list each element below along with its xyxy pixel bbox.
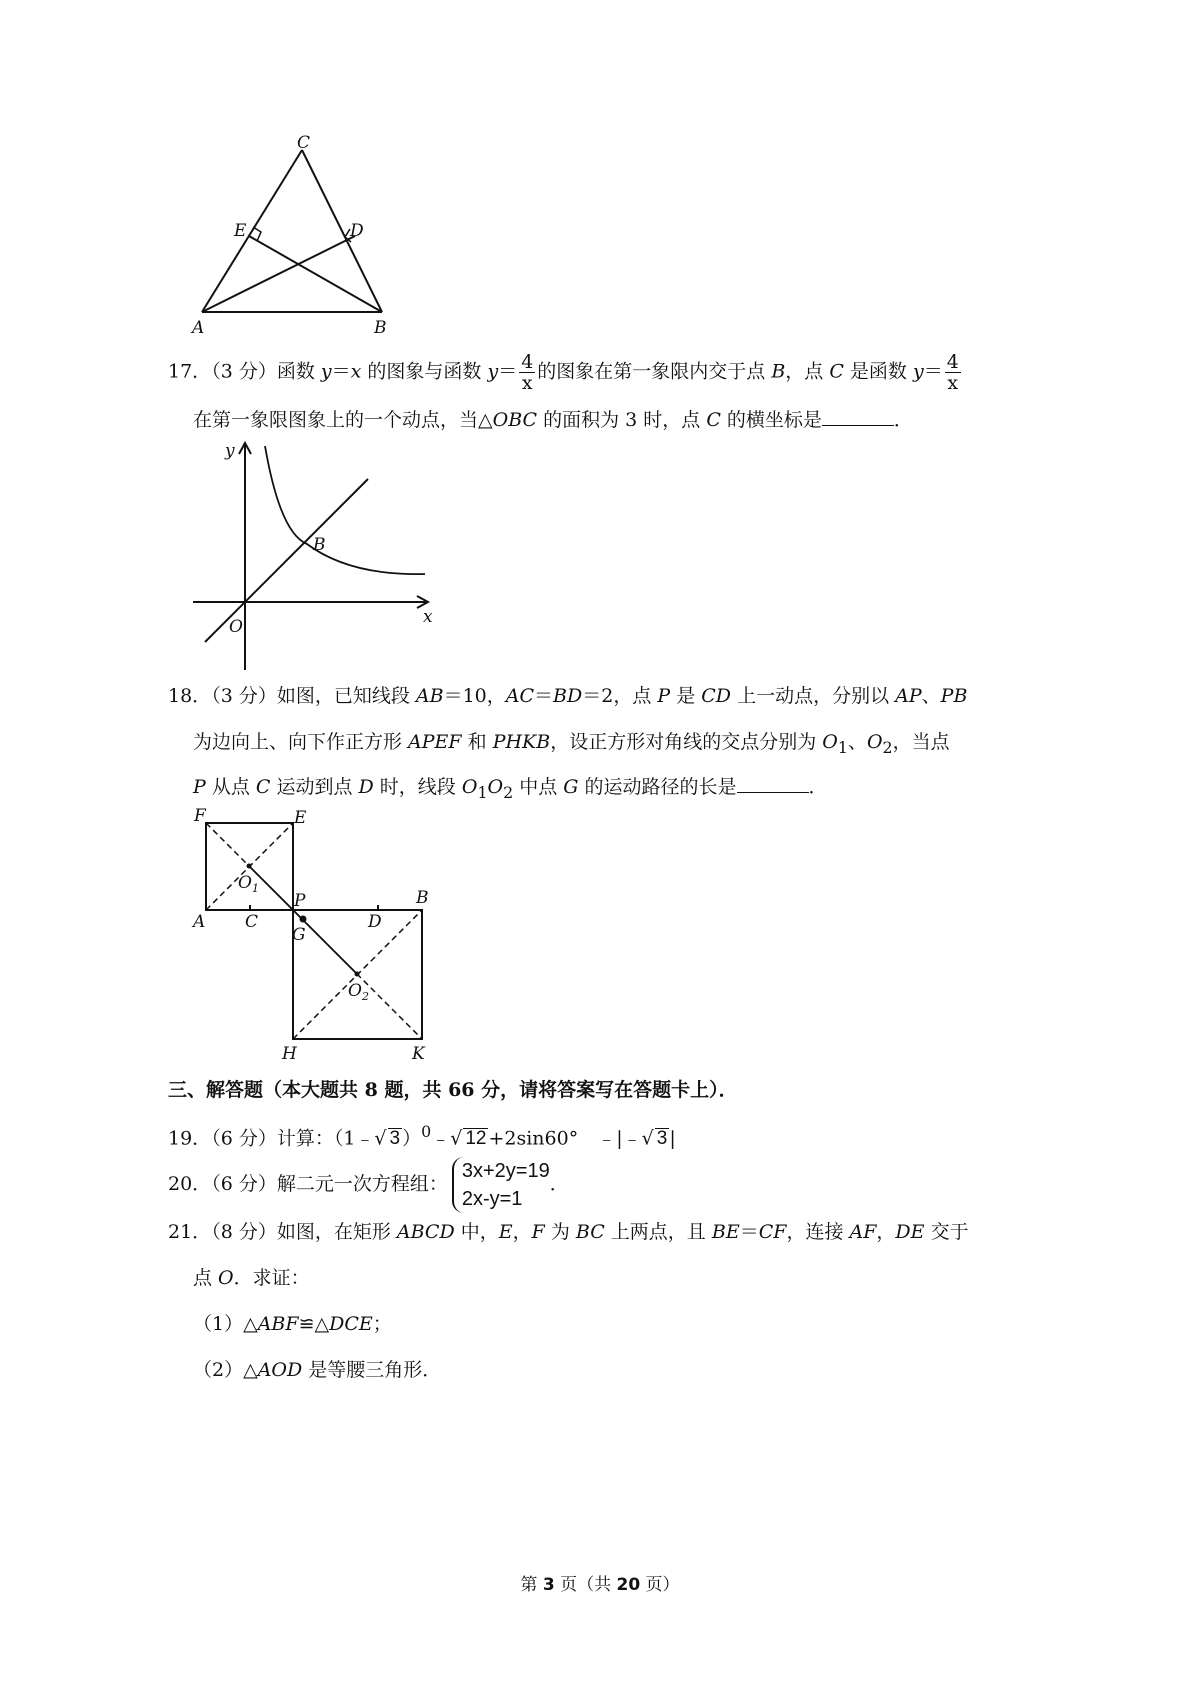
- label-e: E: [234, 221, 247, 241]
- question-18-line-2: 为边向上、向下作正方形 APEF 和 PHKB，设正方形对角线的交点分别为 $O_1$、$O_2$，当点: [193, 731, 950, 757]
- label-x: x: [423, 607, 433, 627]
- section-3-heading: 三、解答题（本大题共 8 题，共 66 分，请将答案写在答题卡上）．: [168, 1079, 738, 1101]
- question-19: 19．（6 分）计算：（1﹣√ 3 ）$^0$﹣√ 12 +2sin60° ﹣|﹣√ 3 |: [168, 1122, 676, 1150]
- point-o2: [355, 972, 360, 977]
- question-21-line-2: 点 O．求证：: [193, 1267, 310, 1289]
- question-21-part-2: （2）△AOD 是等腰三角形．: [193, 1359, 442, 1381]
- function-graph-figure: [185, 438, 445, 673]
- label-o2: $O_2$: [348, 981, 369, 1003]
- question-21-part-1: （1）△ABF≌△DCE；: [193, 1313, 392, 1335]
- point-g: [300, 916, 307, 923]
- answer-blank-17: [822, 407, 894, 426]
- question-17-line-1: 17．（3 分）函数 y＝x 的图象与函数 y＝ $\frac{4}{x}$ 的图象在第一象限内交于点 B，点 C 是函数 y＝ $\frac{4}{x}$: [168, 351, 959, 394]
- label-k: K: [412, 1044, 425, 1064]
- side-bc: [302, 150, 382, 312]
- answer-blank-18: [737, 774, 809, 793]
- label-b: B: [313, 535, 326, 555]
- label-d: D: [350, 221, 364, 241]
- point-o1: [247, 864, 252, 869]
- label-c: C: [297, 133, 311, 153]
- label-f: F: [194, 806, 206, 826]
- question-18-line-3: P 从点 C 运动到点 D 时，线段 $O_1O_2$ 中点 G 的运动路径的长是 ．: [193, 776, 828, 802]
- label-d: D: [368, 912, 382, 932]
- triangle-figure: [190, 130, 430, 345]
- label-o: O: [229, 617, 243, 637]
- hyperbola-curve: [265, 446, 425, 574]
- label-e: E: [294, 808, 307, 828]
- label-b: B: [416, 888, 429, 908]
- label-a: A: [193, 912, 206, 932]
- label-o1: $O_1$: [238, 873, 259, 895]
- label-g: G: [292, 925, 306, 945]
- label-p: P: [294, 891, 306, 911]
- fraction-4-over-x: $\frac{4}{x}$: [521, 351, 534, 394]
- equation-system: 3x+2y=19 2x-y=1: [452, 1157, 550, 1213]
- question-20: 20．（6 分）解二元一次方程组： 3x+2y=19 2x-y=1 ．: [168, 1156, 569, 1213]
- label-a: A: [192, 318, 205, 338]
- label-h: H: [282, 1044, 297, 1064]
- question-21-line-1: 21．（8 分）如图，在矩形 ABCD 中，E，F 为 BC 上两点，且 BE＝CF，连接 AF，DE 交于: [168, 1221, 969, 1243]
- question-18-line-1: 18．（3 分）如图，已知线段 AB＝10，AC＝BD＝2，点 P 是 CD 上一动点，分别以 AP、PB: [168, 685, 968, 707]
- fraction-4-over-x-2: $\frac{4}{x}$: [946, 351, 959, 394]
- question-17-line-2: 在第一象限图象上的一个动点，当△OBC 的面积为 3 时，点 C 的横坐标是 ．: [193, 409, 913, 431]
- page-footer: 第 3 页（共 20 页）: [520, 1575, 680, 1595]
- label-b: B: [374, 318, 387, 338]
- segment-be: [249, 236, 382, 312]
- label-c: C: [245, 912, 259, 932]
- squares-figure: [190, 805, 450, 1065]
- label-y: y: [225, 441, 235, 461]
